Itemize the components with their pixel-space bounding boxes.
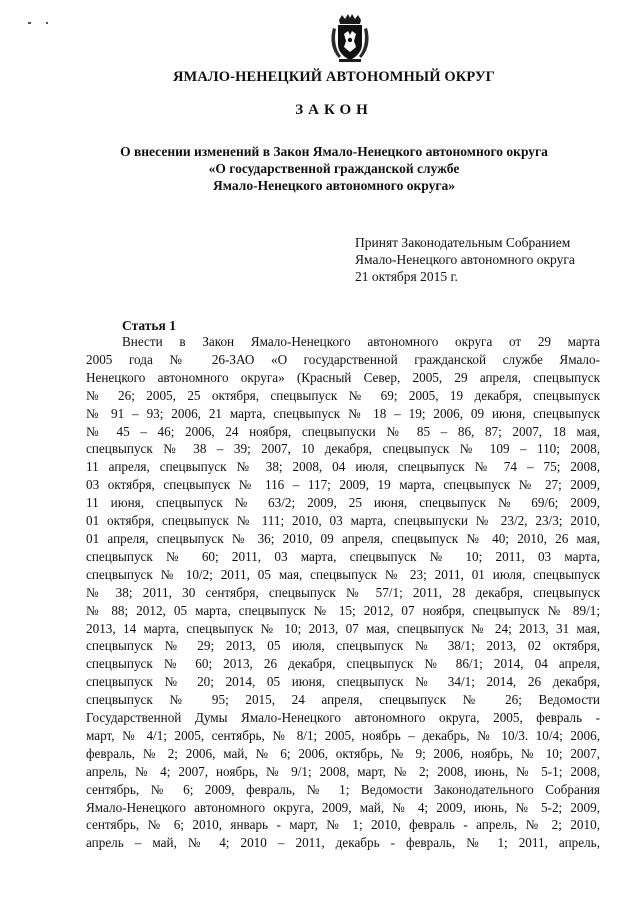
- article-text-line: Ненецкого автономного округа» (Красный Север, 2005, 29 апреля, спецвыпуск: [86, 369, 600, 385]
- article-text-line: апрель – май, № 4; 2010 – 2011, декабрь - февраль, № 1; 2011, апрель,: [86, 835, 600, 851]
- article-text-line: 11 июня, спецвыпуск № 63/2; 2009, 25 июня, спецвыпуск № 69/6; 2009,: [86, 495, 600, 511]
- article-text-line: сентябрь, № 6; 2009, февраль, № 1; Ведомости Законодательного Собрания: [86, 781, 600, 797]
- article-text-line: № 45 – 46; 2006, 24 ноября, спецвыпуски № 85 – 86, 87; 2007, 18 мая,: [86, 423, 600, 439]
- article-text-line: спецвыпуск № 20; 2014, 05 июня, спецвыпуск № 34/1; 2014, 26 декабря,: [86, 674, 600, 690]
- subject-line: «О государственной гражданской службе: [208, 161, 460, 176]
- scan-speck: [46, 22, 48, 24]
- article-text-line: № 91 – 93; 2006, 21 марта, спецвыпуск № 18 – 19; 2006, 09 июня, спецвыпуск: [86, 405, 600, 421]
- article-text-line: спецвыпуск № 95; 2015, 24 апреля, спецвыпуск № 26; Ведомости: [86, 692, 600, 708]
- article-text-line: сентябрь, № 6; 2010, январь - март, № 1; 2010, февраль - апрель, № 2; 2010,: [86, 817, 600, 833]
- article-text-line: спецвыпуск № 38 – 39; 2007, 10 декабря, спецвыпуск № 109 – 110; 2008,: [86, 441, 600, 457]
- article-text-line: 2013, 14 марта, спецвыпуск № 10; 2013, 07 мая, спецвыпуск № 24; 2013, 31 мая,: [86, 620, 600, 636]
- article-text-line: 01 октября, спецвыпуск № 111; 2010, 03 марта, спецвыпуски № 23/2, 23/3; 2010,: [86, 513, 600, 529]
- region-title: ЯМАЛО-НЕНЕЦКИЙ АВТОНОМНЫЙ ОКРУГ: [172, 69, 496, 85]
- law-subject: [0, 143, 640, 194]
- article-text-line: № 26; 2005, 25 октября, спецвыпуск № 69; 2005, 19 декабря, спецвыпуск: [86, 387, 600, 403]
- adoption-line: Принят Законодательным Собранием: [355, 235, 571, 250]
- article-text-line: февраль, № 2; 2006, май, № 6; 2006, октябрь, № 9; 2006, ноябрь, № 10; 2007,: [86, 745, 600, 761]
- article-text-line: № 38; 2011, 30 сентября, спецвыпуск № 57/1; 2011, 28 декабря, спецвыпуск: [86, 584, 600, 600]
- scan-speck: [28, 22, 31, 24]
- law-title: ЗАКОН: [295, 102, 373, 118]
- article-heading: Статья 1: [122, 318, 176, 333]
- article-text-line: спецвыпуск № 29; 2013, 05 июля, спецвыпуск № 38/1; 2013, 02 октября,: [86, 638, 600, 654]
- article-text-line: 03 октября, спецвыпуск № 116 – 117; 2009, 19 марта, спецвыпуск № 27; 2009,: [86, 477, 600, 493]
- article-text-line: спецвыпуск № 60; 2013, 26 декабря, спецвыпуск № 86/1; 2014, 04 апреля,: [86, 656, 600, 672]
- subject-line: Ямало-Ненецкого автономного округа»: [213, 178, 455, 193]
- article-text-line: 2005 года № 26-ЗАО «О государственной гражданской службе Ямало-: [86, 351, 600, 367]
- article-text-line: Внести в Закон Ямало-Ненецкого автономного округа от 29 марта: [122, 334, 600, 349]
- adoption-note: [355, 234, 575, 285]
- article-text-line: спецвыпуск № 10/2; 2011, 05 мая, спецвыпуск № 23; 2011, 01 июля, спецвыпуск: [86, 566, 600, 582]
- article-text-line: 01 апреля, спецвыпуск № 36; 2010, 09 апреля, спецвыпуск № 40; 2010, 26 мая,: [86, 530, 600, 546]
- adoption-line: Ямало-Ненецкого автономного округа: [355, 252, 575, 267]
- yamal-coat-of-arms-icon: [327, 14, 373, 64]
- adoption-date: 21 октября 2015 г.: [355, 269, 458, 284]
- article-text-line: Государственной Думы Ямало-Ненецкого автономного округа, 2005, февраль -: [86, 710, 600, 726]
- article-text-line: № 88; 2012, 05 марта, спецвыпуск № 15; 2012, 07 ноября, спецвыпуск № 89/1;: [86, 602, 600, 618]
- article-text-line: Ямало-Ненецкого автономного округа, 2009, май, № 4; 2009, июнь, № 5-2; 2009,: [86, 799, 600, 815]
- article-text-line: март, № 4/1; 2005, сентябрь, № 8/1; 2005, ноябрь – декабрь, № 10/3. 10/4; 2006,: [86, 727, 600, 743]
- article-text-line: апрель, № 4; 2007, ноябрь, № 9/1; 2008, март, № 2; 2008, июнь, № 5-1; 2008,: [86, 763, 600, 779]
- subject-line: О внесении изменений в Закон Ямало-Ненецкого автономного округа: [120, 144, 548, 159]
- article-text-line: спецвыпуск № 60; 2011, 03 марта, спецвыпуск № 10; 2011, 03 марта,: [86, 548, 600, 564]
- article-body: [86, 333, 600, 852]
- article-text-line: 11 апреля, спецвыпуск № 38; 2008, 04 июля, спецвыпуск № 74 – 75; 2008,: [86, 459, 600, 475]
